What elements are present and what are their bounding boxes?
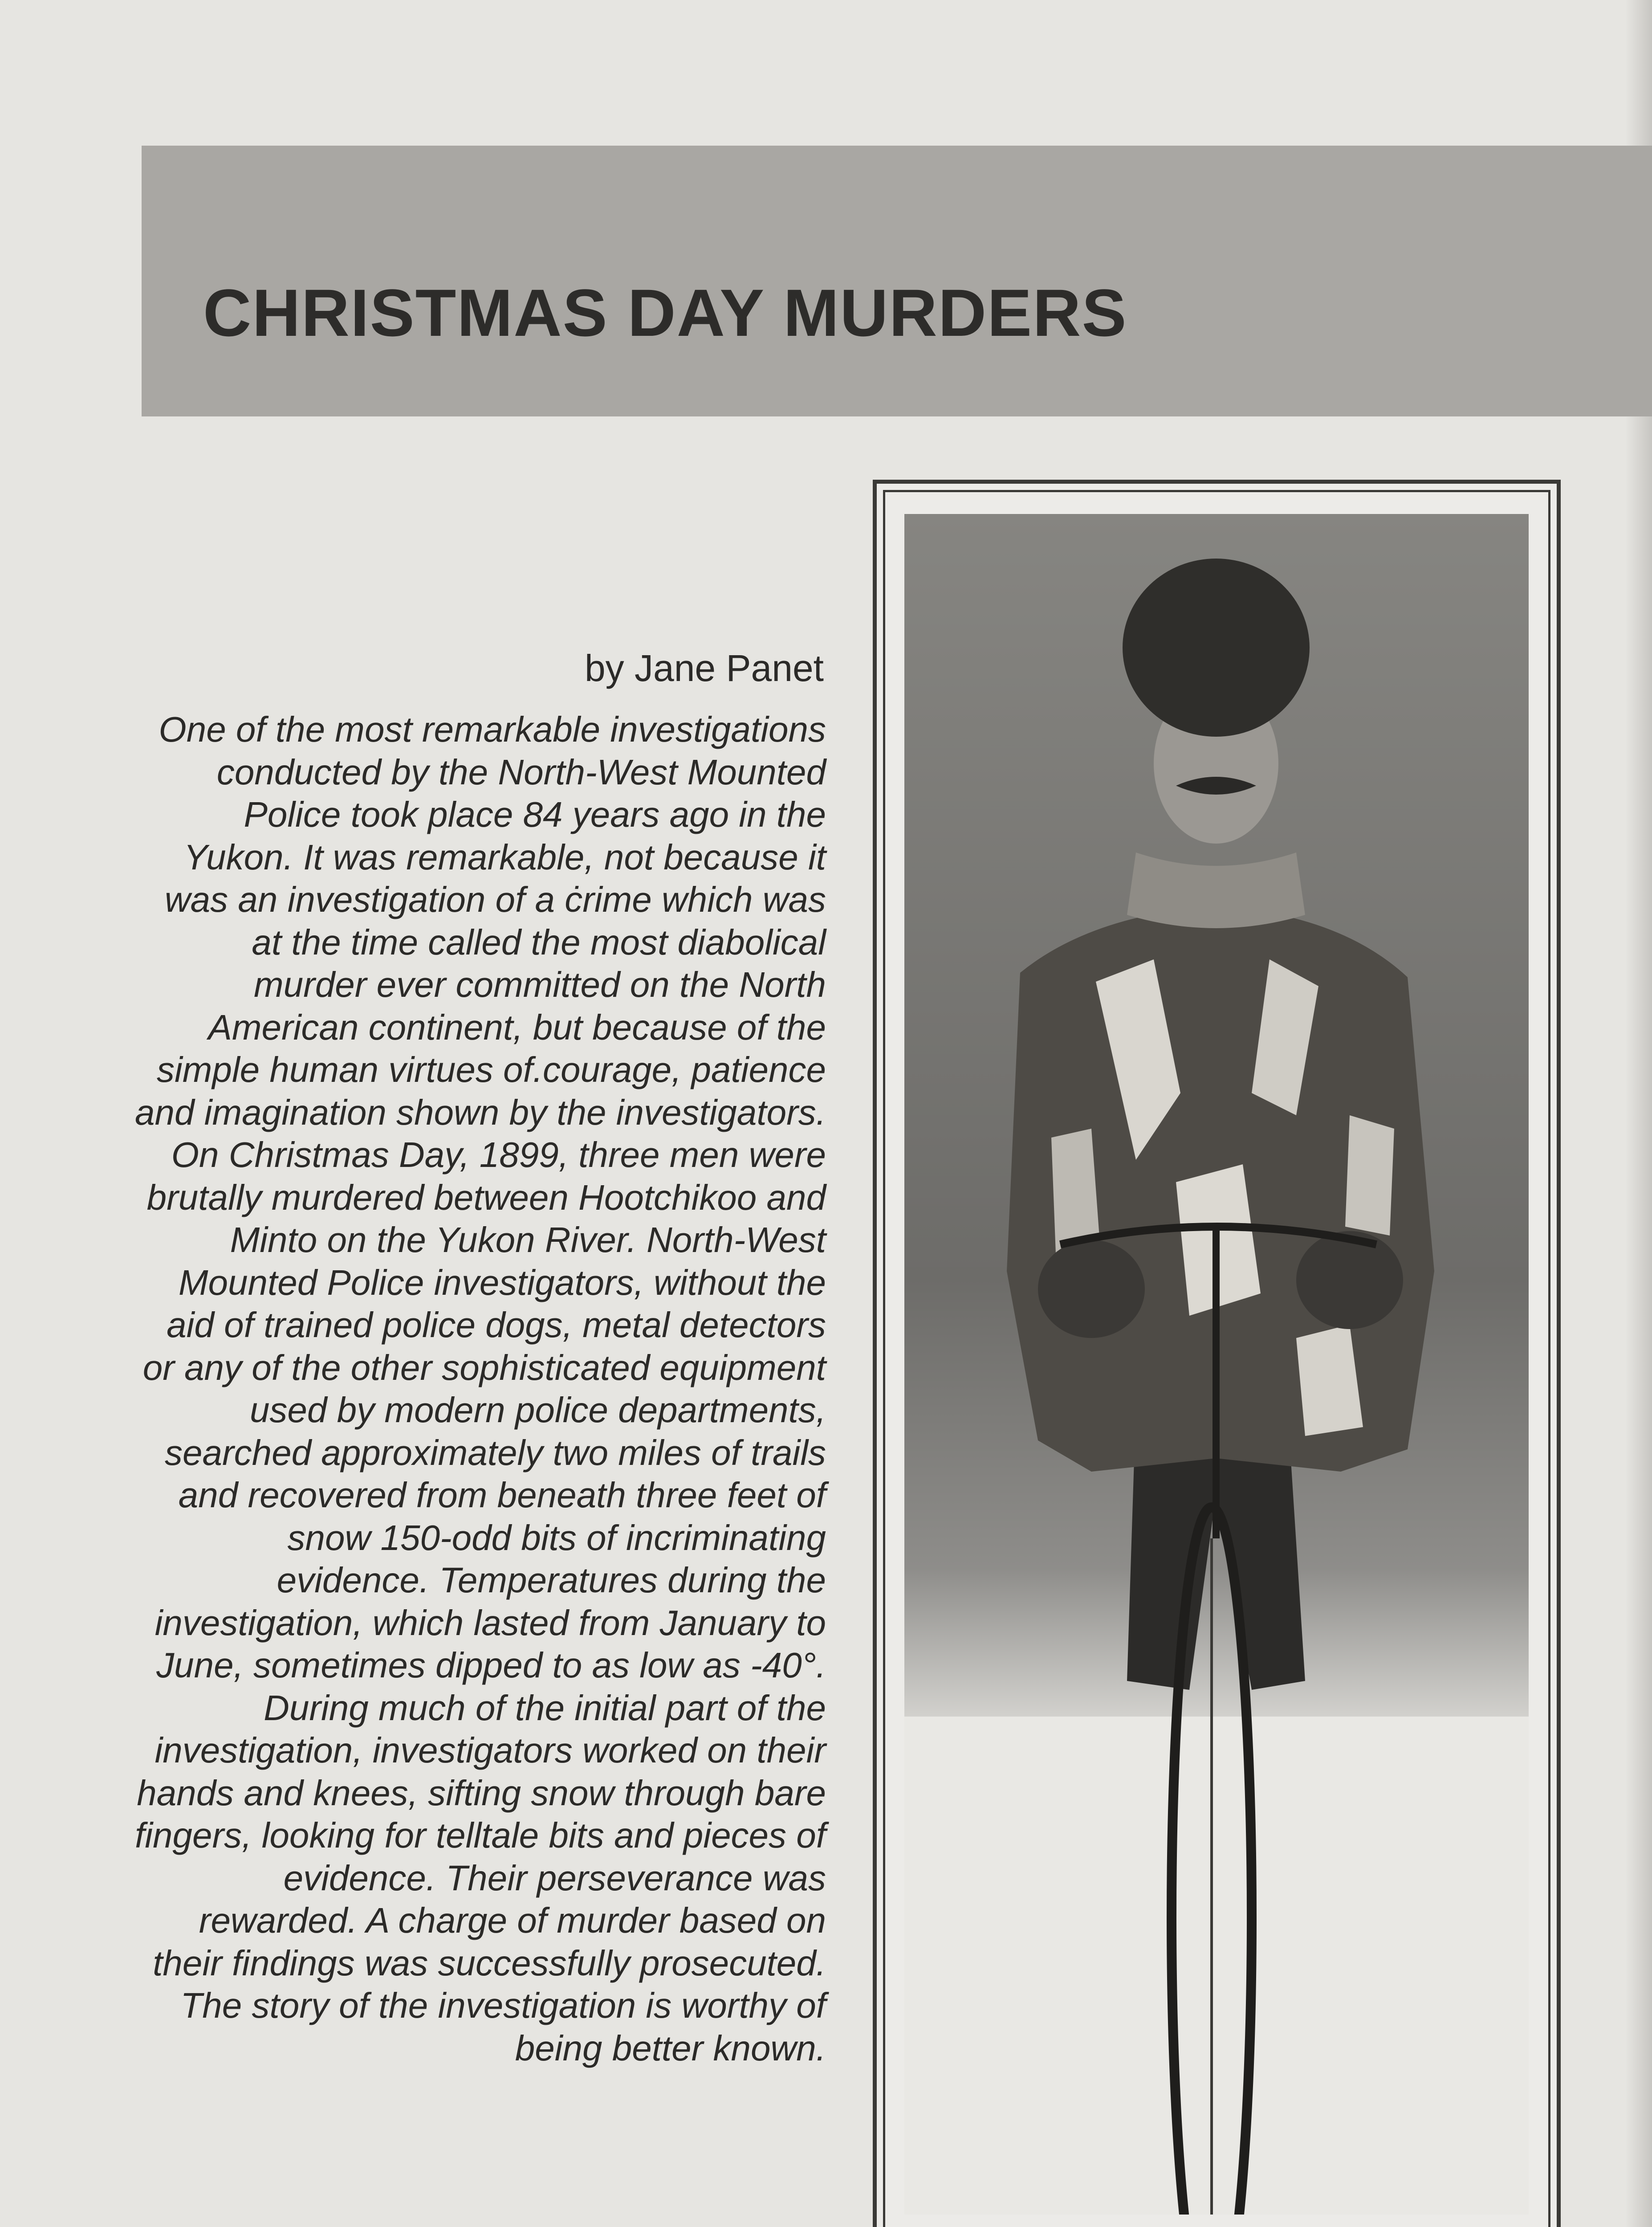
photo-frame: [873, 480, 1561, 2227]
article-byline: by Jane Panet: [584, 647, 824, 689]
photo-illustration: [904, 514, 1529, 2215]
article-intro: One of the most remarkable investigations conducted by the North-West Mounted Police took place 84 years ago in the Yukon. It was remarkable, not because it was an investigation of a ċrime which was at the time called the most diabolical murder ever committed on the North American continent, but because of the simple human virtues of.courage, patience and imagination shown by the investigators. On Christmas Day, 1899, three men were brutally murdered between Hootchikoo and Minto on the Yukon River. North-West Mounted Police investigators, without the aid of trained police dogs, metal detectors or any of the other sophisticated equipment used by modern police departments, searched approximately two miles of trails and recovered from beneath three feet of snow 150-odd bits of incriminating evidence. Temperatures during the investigation, which lasted from January to June, sometimes dipped to as low as -40°. During much of the initial part of the investigation, investigators worked on their hands and knees, sifting snow through bare fingers, looking for telltale bits and pieces of evidence. Their perseverance was rewarded. A charge of murder based on their findings was successfully prosecuted. The story of the investigation is worthy of being better known.: [134, 710, 826, 2068]
article-title: CHRISTMAS DAY MURDERS: [203, 275, 1127, 350]
photograph-fred-clayson-on-bicycle: [904, 514, 1529, 2215]
title-banner: [142, 146, 1652, 416]
